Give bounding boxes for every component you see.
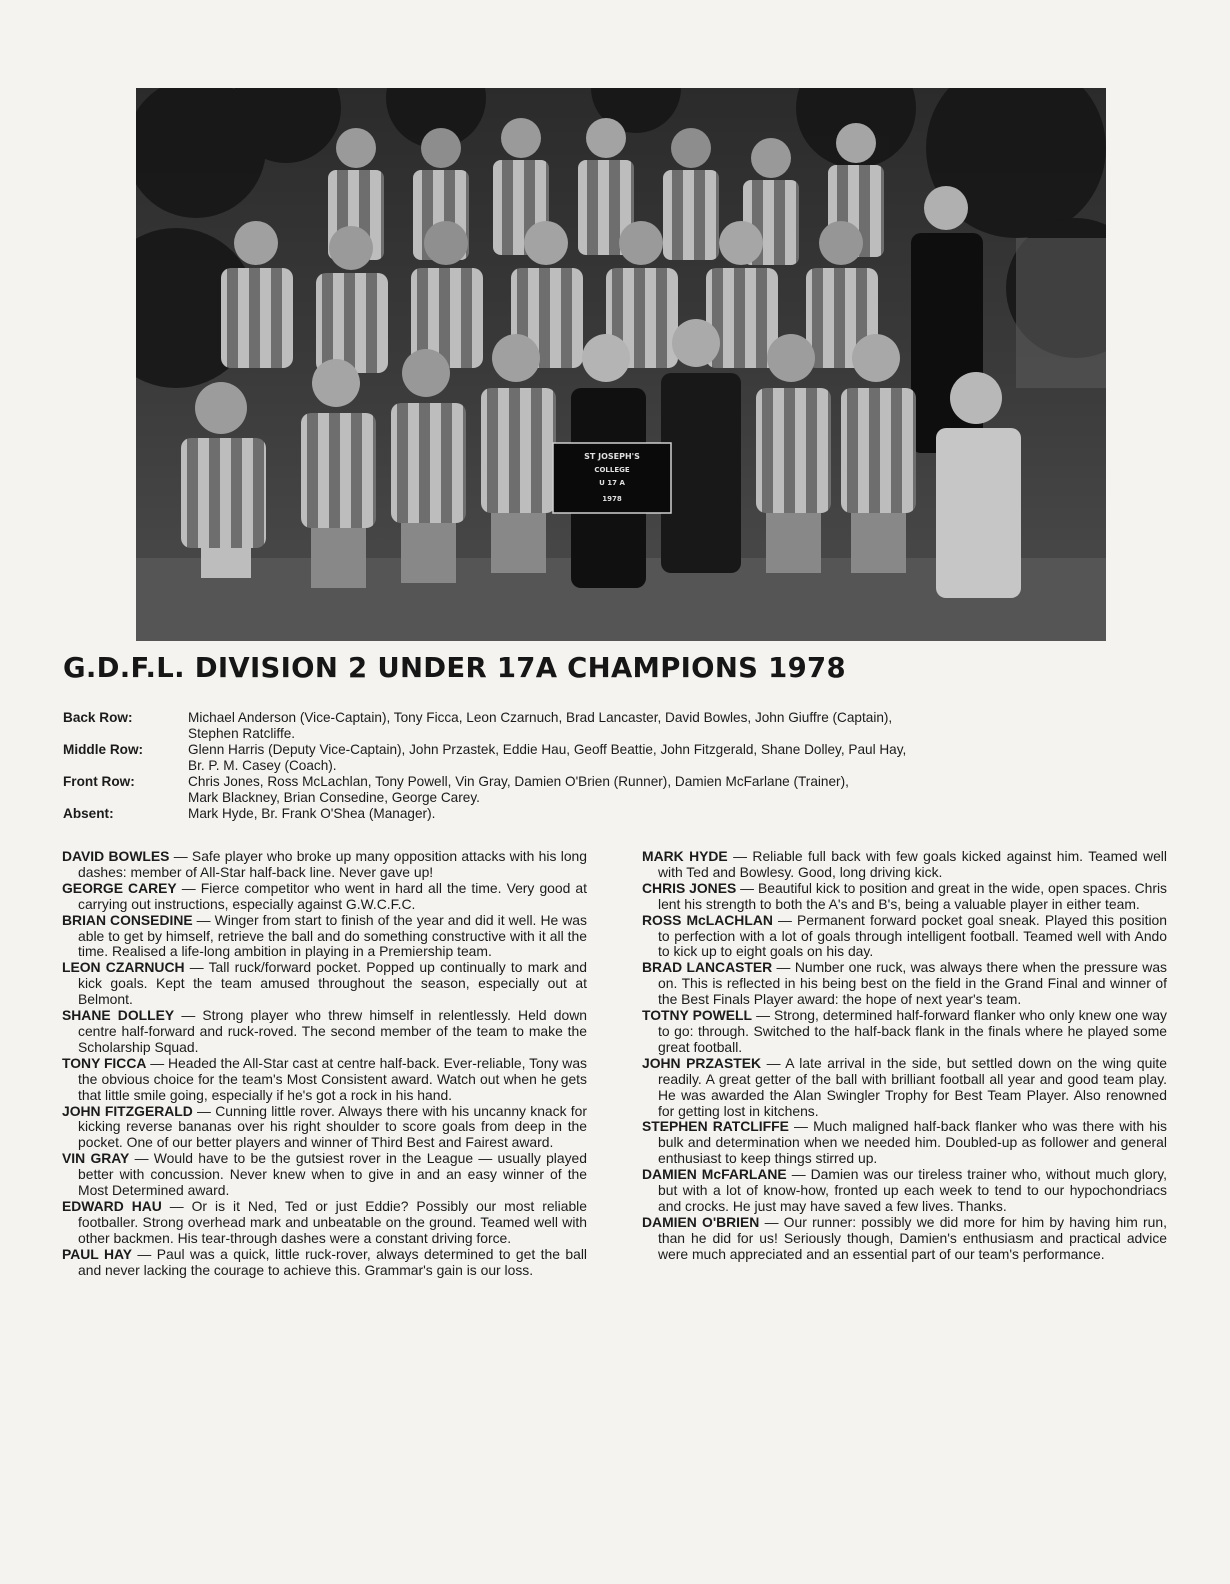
roster-names: Mark Hyde, Br. Frank O'Shea (Manager).: [188, 806, 436, 821]
player-name: VIN GRAY: [62, 1150, 130, 1167]
player-name: DAMIEN O'BRIEN: [642, 1213, 760, 1230]
player-description: — A late arrival in the side, but settled down on the wing quite readily. A great getter of the ball with brilliant football all year and good team play. He was awarded the Alan Swingler Trophy for Best Team Player. Also renowned for getting lost in kitchens.: [658, 1054, 1167, 1119]
player-entry: [62, 1151, 587, 1199]
roster-row-absent: [63, 806, 1173, 822]
player-entry: [62, 1247, 587, 1279]
roster-label: Absent:: [63, 806, 114, 821]
player-entry: [62, 881, 587, 913]
player-entry: [642, 1056, 1167, 1120]
player-description: — Our runner: possibly we did more for him by having him run, than he did for us! Seriously though, Damien's enthusiasm and practical advice were much appreciated and an essential part of our team's performance.: [658, 1213, 1167, 1262]
player-description: — Number one ruck, was always there when the pressure was on. This is reflected in his being best on the field in the Grand Final and winner of the Best Finals Player award: the hope of next year's team.: [658, 959, 1167, 1008]
player-description: — Or is it Ned, Ted or just Eddie? Possibly our most reliable footballer. Strong overhead mark and unbeatable on the ground. Teamed well with other backmen. His tear-through dashes were a constant driving force.: [78, 1197, 587, 1246]
roster-names: Michael Anderson (Vice-Captain), Tony Ficca, Leon Czarnuch, Brad Lancaster, David Bowles, John Giuffre (Captain), Stephen Ratcliffe.: [188, 710, 893, 741]
player-description: — Beautiful kick to position and great in the wide, open spaces. Chris lent his strength to both the A's and B's, being a valuable player in either team.: [658, 879, 1168, 912]
roster-label: Back Row:: [63, 710, 133, 725]
board-line-1: ST JOSEPH'S: [584, 452, 640, 461]
player-name: ROSS McLACHLAN: [642, 911, 773, 928]
player-entry: [642, 913, 1167, 961]
player-name: DAMIEN McFARLANE: [642, 1166, 787, 1183]
player-description: — Damien was our tireless trainer who, without much glory, but with a lot of know-how, fronted up each week to tend to our hypochondriacs and crocks. He just may have saved a few lives. Thanks.: [658, 1166, 1167, 1214]
player-entry: [62, 1056, 587, 1104]
player-description: — Fierce competitor who went in hard all the time. Very good at carrying out instructions, especially against G.W.C.F.C.: [78, 879, 587, 912]
roster-label: Middle Row:: [63, 742, 144, 757]
player-name: CHRIS JONES: [642, 879, 737, 896]
roster-list: [63, 710, 1173, 823]
player-name: BRIAN CONSEDINE: [62, 911, 193, 928]
player-name: GEORGE CAREY: [62, 879, 177, 896]
player-description: — Much maligned half-back flanker who was there with his bulk and determination when we needed him. Doubled-up as follower and general enthusiast to keep things stirred up.: [658, 1118, 1167, 1167]
player-entry: [642, 1119, 1167, 1167]
player-entry: [62, 1199, 587, 1247]
player-entry: [642, 1215, 1167, 1263]
board-line-4: 1978: [602, 495, 622, 503]
player-name: PAUL HAY: [62, 1245, 133, 1262]
player-name: TONY FICCA: [62, 1054, 147, 1071]
player-description: — Permanent forward pocket goal sneak. Played this position to perfection with a lot of goals through intelligent football. Teamed well with Ando to kick up to eight goals on his day.: [658, 911, 1167, 960]
player-notes-left: [62, 849, 587, 1278]
page-title: G.D.F.L. DIVISION 2 UNDER 17A CHAMPIONS 1978: [63, 652, 846, 684]
player-entry: [642, 881, 1167, 913]
team-photo-illustration: [136, 88, 1106, 641]
player-notes-right: [642, 849, 1167, 1263]
roster-row-front: [63, 774, 1173, 805]
player-entry: [62, 960, 587, 1008]
player-name: EDWARD HAU: [62, 1197, 162, 1214]
player-entry: [642, 849, 1167, 881]
player-description: — Safe player who broke up many opposition attacks with his long dashes: member of All-Star half-back line. Never gave up!: [78, 848, 587, 880]
team-photo: [136, 88, 1106, 641]
player-name: JOHN FITZGERALD: [62, 1102, 193, 1119]
player-description: — Tall ruck/forward pocket. Popped up continually to mark and kick goals. Kept the team amused throughout the season, especially out at Belmont.: [78, 959, 587, 1008]
player-name: TOTNY POWELL: [642, 1007, 753, 1024]
player-name: STEPHEN RATCLIFFE: [642, 1118, 789, 1135]
player-name: BRAD LANCASTER: [642, 959, 773, 976]
player-entry: [62, 1008, 587, 1056]
player-name: LEON CZARNUCH: [62, 959, 185, 976]
player-entry: [642, 1167, 1167, 1215]
team-board: [553, 443, 671, 513]
board-line-2: COLLEGE: [594, 466, 630, 474]
player-description: — Reliable full back with few goals kicked against him. Teamed well with Ted and Bowlesy. Good, long driving kick.: [658, 848, 1167, 880]
player-description: — Cunning little rover. Always there with his uncanny knack for kicking reverse bananas over his right shoulder to score goals from deep in the pocket. One of our better players and winner of Third Best and Fairest award.: [78, 1102, 587, 1151]
player-entry: [62, 849, 587, 881]
player-description: — Headed the All-Star cast at centre half-back. Ever-reliable, Tony was the obvious choice for the team's Most Consistent award. Watch out when he gets that little smile going, especially if he's got a rock in his hand.: [78, 1054, 587, 1103]
player-description: — Strong player who threw himself in relentlessly. Held down centre half-forward and ruck-roved. The second member of the team to make the Scholarship Squad.: [78, 1007, 587, 1055]
player-description: — Paul was a quick, little ruck-rover, always determined to get the ball and never lacking the courage to achieve this. Grammar's gain is our loss.: [78, 1245, 587, 1278]
player-name: SHANE DOLLEY: [62, 1007, 175, 1024]
player-description: — Strong, determined half-forward flanker who only knew one way to go: through. Switched to the half-back flank in the finals where he played some great football.: [658, 1007, 1167, 1055]
player-entry: [642, 1008, 1167, 1056]
player-name: JOHN PRZASTEK: [642, 1054, 762, 1071]
board-line-3: U 17 A: [599, 479, 625, 487]
roster-names: Glenn Harris (Deputy Vice-Captain), John Przastek, Eddie Hau, Geoff Beattie, John Fitzgerald, Shane Dolley, Paul Hay, Br. P. M. Casey (Coach).: [188, 742, 907, 773]
roster-names: Chris Jones, Ross McLachlan, Tony Powell, Vin Gray, Damien O'Brien (Runner), Damien McFarlane (Trainer), Mark Blackney, Brian Consedine, George Carey.: [188, 774, 849, 805]
player-description: — Winger from start to finish of the year and did it well. He was able to get by himself, retrieve the ball and do something constructive with it all the time. Realised a life-long ambition in playing in a Premiership team.: [78, 911, 587, 960]
player-entry: [62, 1104, 587, 1152]
player-entry: [642, 960, 1167, 1008]
roster-row-back: [63, 710, 1173, 741]
player-entry: [62, 913, 587, 961]
roster-label: Front Row:: [63, 774, 135, 789]
player-name: MARK HYDE: [642, 848, 728, 864]
player-description: — Would have to be the gutsiest rover in the League — usually played better with concussion. Never knew when to give in and an easy winner of the Most Determined award.: [78, 1150, 587, 1199]
roster-row-middle: [63, 742, 1173, 773]
player-name: DAVID BOWLES: [62, 848, 170, 864]
